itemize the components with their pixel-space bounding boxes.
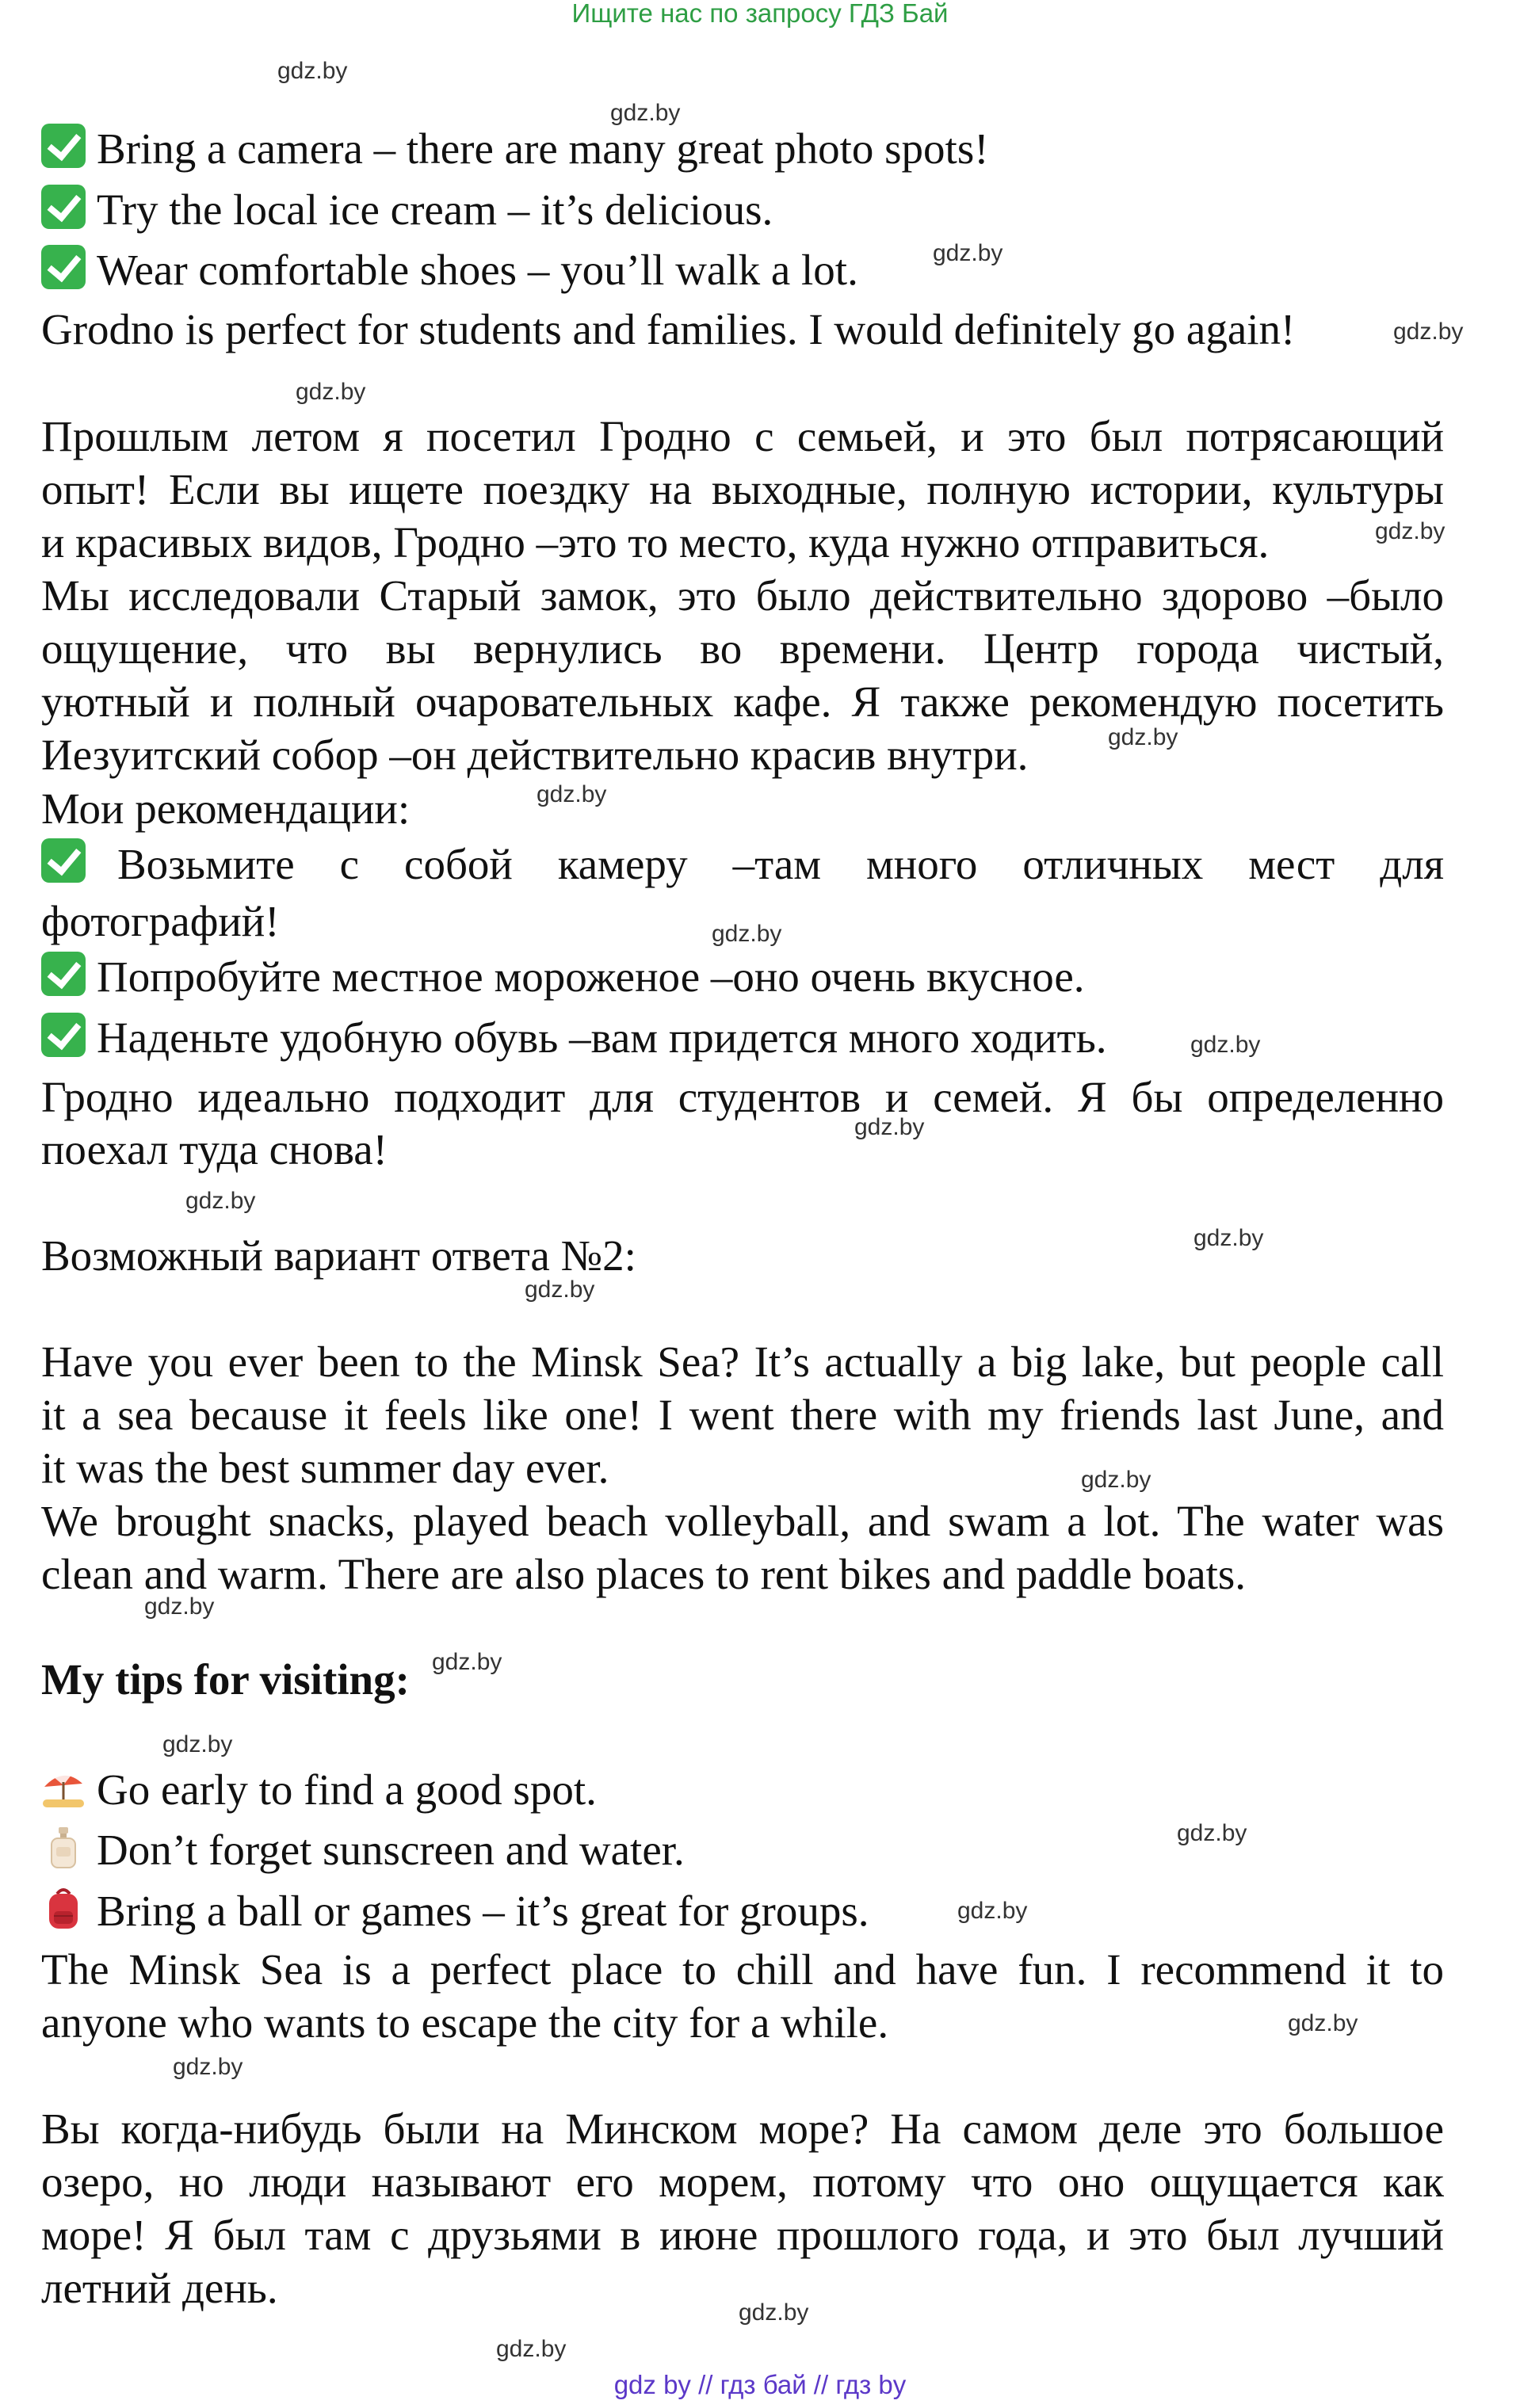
paragraph-line: ощущение, что вы вернулись во времени. Центр города чистый, — [41, 624, 1444, 673]
watermark: gdz.by — [432, 1649, 502, 1675]
paragraph-line: Прошлым летом я посетил Гродно с семьей, и это был потрясающий — [41, 412, 1444, 460]
closing-text: Гродно идеально подходит для студентов и семей. Я бы определенно — [41, 1073, 1444, 1121]
paragraph-line: Мы исследовали Старый замок, это было действительно здорово –было — [41, 571, 1444, 620]
check-mark-icon — [41, 838, 86, 883]
tip-line — [41, 951, 1444, 1003]
watermark: gdz.by — [1375, 518, 1446, 544]
paragraph-line: море! Я был там с друзьями в июне прошлого года, и это был лучший — [41, 2211, 1444, 2259]
paragraph-line: it a sea because it feels like one! I went there with my friends last June, and — [41, 1391, 1444, 1439]
paragraph-line: Have you ever been to the Minsk Sea? It’s actually a big lake, but people call — [41, 1338, 1444, 1386]
tip-text: Возьмите с собой камеру –там много отличных мест для — [117, 840, 1444, 888]
watermark: gdz.by — [1081, 1467, 1151, 1493]
closing-text: Grodno is perfect for students and families. I would definitely go again! — [41, 305, 1296, 353]
paragraph-line: clean and warm. There are also places to rent bikes and paddle boats. — [41, 1550, 1247, 1598]
watermark: gdz.by — [957, 1898, 1028, 1924]
watermark: gdz.by — [739, 2299, 809, 2326]
check-mark-icon — [41, 124, 86, 168]
tip-line — [41, 838, 1444, 891]
watermark: gdz.by — [496, 2336, 567, 2362]
watermark: gdz.by — [712, 921, 782, 947]
recommendations-label: Мои рекомендации: — [41, 784, 411, 833]
tip-text: Wear comfortable shoes – you’ll walk a lot. — [97, 246, 858, 294]
paragraph-line: озеро, но люди называют его морем, потому что оно ощущается как — [41, 2158, 1444, 2206]
watermark: gdz.by — [144, 1593, 215, 1620]
tip-text-continued: фотографий! — [41, 897, 280, 945]
lotion-bottle-icon — [41, 1825, 86, 1869]
paragraph-line: летний день. — [41, 2264, 278, 2312]
closing-text: поехал туда снова! — [41, 1125, 388, 1173]
beach-umbrella-icon — [41, 1765, 86, 1809]
closing-text: anyone who wants to escape the city for a while. — [41, 1998, 889, 2047]
top-banner[interactable]: Ищите нас по запросу ГДЗ Бай — [571, 0, 949, 28]
tip-text: Bring a camera – there are many great photo spots! — [97, 124, 989, 173]
watermark: gdz.by — [933, 240, 1003, 266]
paragraph-line: it was the best summer day ever. — [41, 1444, 609, 1492]
tip-line — [41, 1885, 1444, 1937]
watermark: gdz.by — [1190, 1032, 1261, 1058]
tip-text: Наденьте удобную обувь –вам придется много ходить. — [97, 1013, 1107, 1062]
watermark: gdz.by — [173, 2054, 243, 2080]
watermark: gdz.by — [525, 1277, 595, 1303]
watermark: gdz.by — [537, 781, 607, 807]
watermark: gdz.by — [610, 100, 681, 126]
paragraph-line: и красивых видов, Гродно –это то место, куда нужно отправиться. — [41, 518, 1270, 567]
check-mark-icon — [41, 245, 86, 289]
tip-line — [41, 123, 1444, 175]
tip-text: Bring a ball or games – it’s great for groups. — [97, 1887, 869, 1935]
watermark: gdz.by — [1177, 1820, 1247, 1846]
check-mark-icon — [41, 952, 86, 996]
backpack-icon — [41, 1886, 86, 1930]
watermark: gdz.by — [1288, 2010, 1358, 2036]
tip-text: Попробуйте местное мороженое –оно очень вкусное. — [97, 952, 1085, 1001]
watermark: gdz.by — [162, 1731, 233, 1757]
paragraph-line: We brought snacks, played beach volleyball, and swam a lot. The water was — [41, 1497, 1444, 1545]
paragraph-line: уютный и полный очаровательных кафе. Я также рекомендую посетить — [41, 677, 1444, 726]
tip-text: Go early to find a good spot. — [97, 1765, 597, 1814]
footer-links[interactable]: gdz by // гдз бай // гдз by — [613, 2370, 907, 2399]
variant-heading: Возможный вариант ответа №2: — [41, 1231, 636, 1280]
closing-text: The Minsk Sea is a perfect place to chill and have fun. I recommend it to — [41, 1945, 1444, 1994]
tip-line — [41, 1764, 1444, 1816]
check-mark-icon — [41, 1013, 86, 1057]
tips-heading: My tips for visiting: — [41, 1655, 410, 1704]
check-mark-icon — [41, 185, 86, 229]
tip-line — [41, 244, 1444, 296]
paragraph-line: опыт! Если вы ищете поездку на выходные, полную истории, культуры — [41, 465, 1444, 513]
tip-line — [41, 184, 1444, 236]
tip-text: Try the local ice cream – it’s delicious. — [97, 185, 773, 234]
watermark: gdz.by — [277, 58, 348, 84]
watermark: gdz.by — [1193, 1225, 1264, 1251]
paragraph-line: Вы когда-нибудь были на Минском море? На самом деле это большое — [41, 2105, 1444, 2153]
watermark: gdz.by — [1393, 319, 1464, 345]
watermark: gdz.by — [185, 1188, 256, 1214]
watermark: gdz.by — [1108, 724, 1178, 750]
watermark: gdz.by — [296, 379, 366, 405]
paragraph-line: Иезуитский собор –он действительно красив внутри. — [41, 731, 1029, 779]
watermark: gdz.by — [854, 1114, 925, 1140]
tip-text: Don’t forget sunscreen and water. — [97, 1826, 685, 1874]
